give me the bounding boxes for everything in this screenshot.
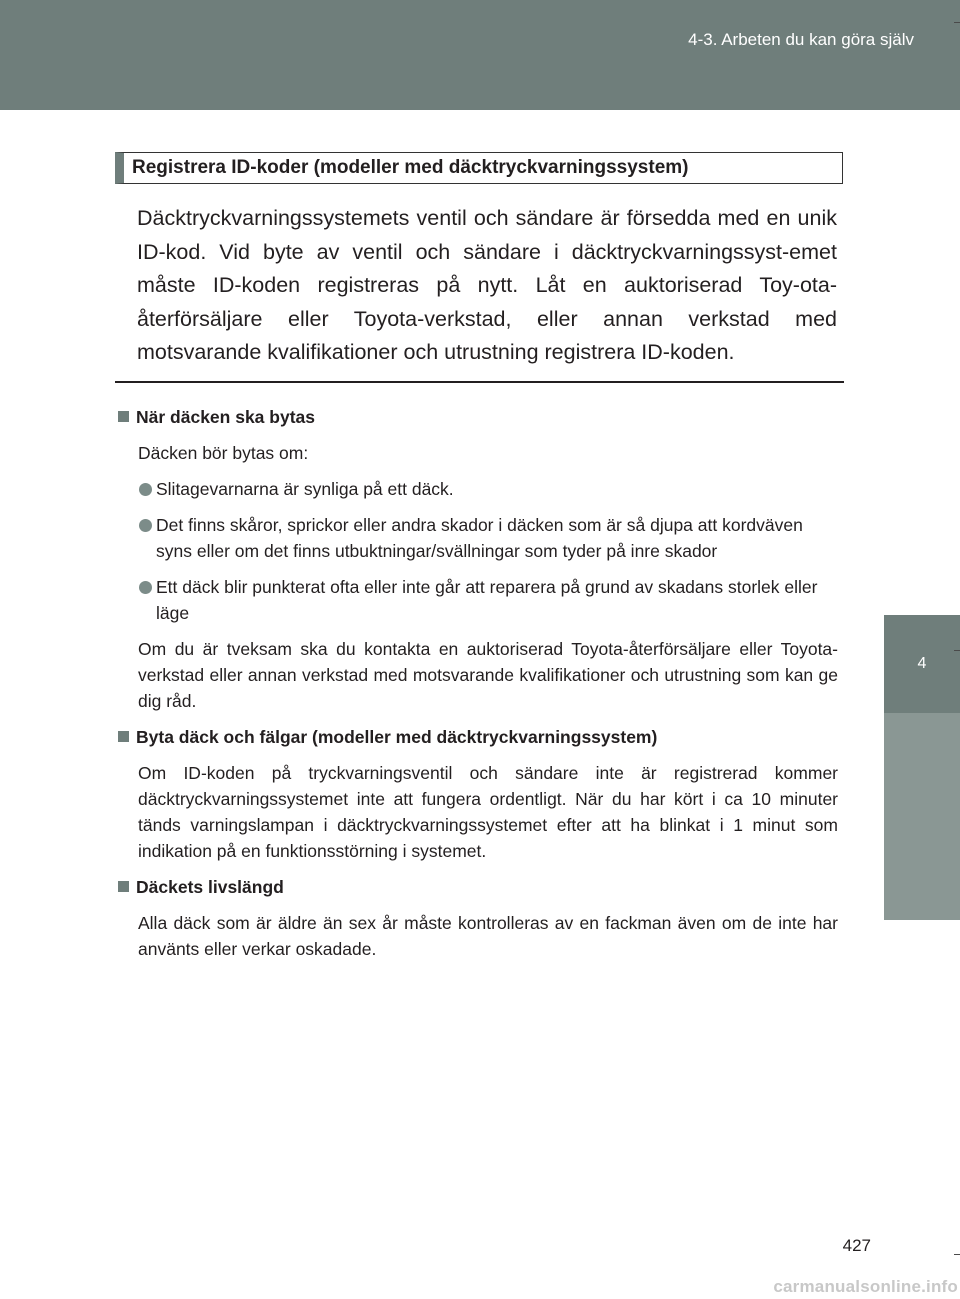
box-title-text: Registrera ID-koder (modeller med däcktryckvarningssystem) [132,157,689,178]
crop-mark-side [954,650,960,651]
paragraph: Däcken bör bytas om: [138,443,309,463]
paragraph: Om ID-koden på tryckvarningsventil och sändare inte är registrerad kommer däcktryckvarningssystemet inte att fungera ordentligt. När du har kört i ca 10 minuter tänds varningslampan i däcktryckvarningssystemet efter att ha blinkat i 1 minut som indikation på en funktionsstörning i systemet. [138,763,838,861]
circle-bullet-icon [139,519,152,532]
square-bullet-icon [118,881,129,892]
header-band [0,0,960,110]
heading-tire-lifespan: Däckets livslängd [118,874,838,900]
chapter-label: Underhåll och skötsel [30,743,47,897]
chapter-number: 4 [917,655,927,672]
circle-bullet-icon [139,483,152,496]
square-bullet-icon [118,731,129,742]
circle-bullet-icon [139,581,152,594]
watermark: carmanualsonline.info [773,1277,958,1296]
page-number: 427 [842,1236,871,1255]
list-item: Ett däck blir punkterat ofta eller inte går att reparera på grund av skadans storlek eller läge [156,574,838,626]
main-content [118,404,838,972]
crop-mark-top [954,22,960,23]
chapter-side-tab [884,615,960,920]
paragraph: Om du är tveksam ska du kontakta en auktoriserad Toyota-återförsäljare eller Toyota-verkstad eller annan verkstad med motsvarande kvalifikationer och utrustning som kan ge dig råd. [138,639,838,711]
divider-rule [115,381,844,383]
chapter-tab-lower [884,713,960,920]
heading-change-tires-rims: Byta däck och fälgar (modeller med däcktryckvarningssystem) [118,724,838,750]
intro-paragraph: Däcktryckvarningssystemets ventil och sändare är försedda med en unik ID-kod. Vid byte av ventil och sändare i däcktryckvarningssyst-emet måste ID-koden registreras på nytt. Låt en auktoriserad Toy-ota-återförsäljare eller Toyota-verkstad, eller annan verkstad med motsvarande kvalifikationer och utrustning registrera ID-koden. [137,206,837,364]
list-item: Det finns skåror, sprickor eller andra skador i däcken som är så djupa att kordväven syns eller om det finns utbuktningar/svällningar som tyder på inre skador [156,512,838,564]
section-title: 4-3. Arbeten du kan göra själv [688,30,914,49]
crop-mark-bottom [954,1254,960,1255]
paragraph: Alla däck som är äldre än sex år måste kontrolleras av en fackman även om de inte har använts eller verkar oskadade. [138,913,838,959]
list-item: Slitagevarnarna är synliga på ett däck. [156,476,838,502]
heading-tire-replacement: När däcken ska bytas [118,404,838,430]
section-box-title [115,152,843,184]
square-bullet-icon [118,411,129,422]
